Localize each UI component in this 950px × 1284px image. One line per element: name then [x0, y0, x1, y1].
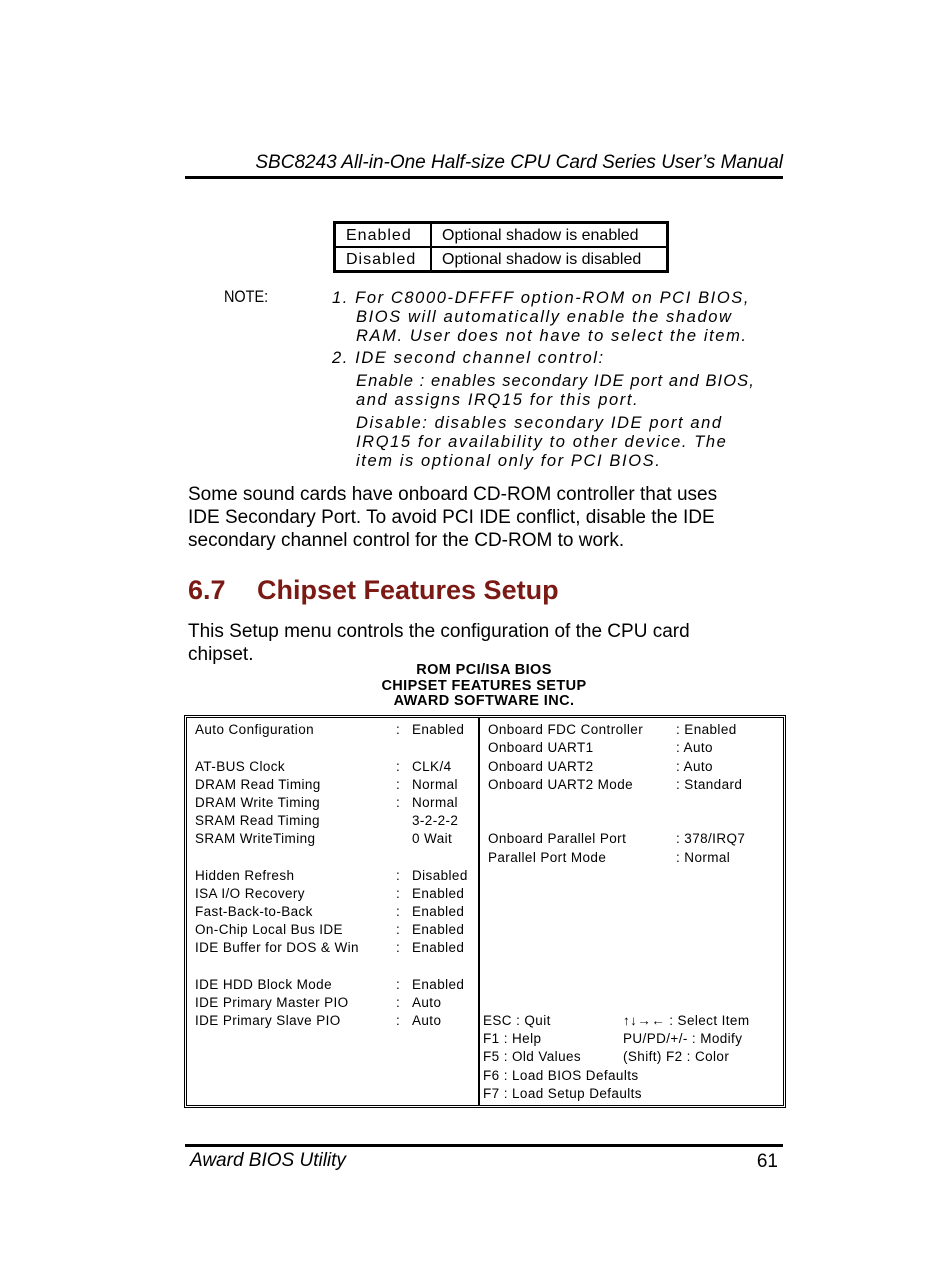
page-number: 61	[756, 1151, 778, 1172]
setting-label: SRAM Read Timing	[195, 813, 320, 828]
setting-value: : Auto	[676, 759, 713, 774]
footer-title: Award BIOS Utility	[190, 1150, 346, 1171]
option-key: Enabled	[335, 223, 432, 248]
setting-label: Onboard FDC Controller	[488, 722, 644, 737]
setting-label: Onboard UART2 Mode	[488, 777, 634, 792]
note-label: NOTE:	[224, 287, 269, 306]
setting-value: : Normal	[676, 850, 731, 865]
setting-label: On-Chip Local Bus IDE	[195, 922, 343, 937]
note-line: Disable: disables secondary IDE port and	[356, 414, 723, 432]
setting-label: Onboard Parallel Port	[488, 831, 627, 846]
key-help-left: ESC : Quit	[483, 1013, 551, 1028]
footer-rule	[185, 1144, 783, 1147]
note-line: RAM. User does not have to select the item.	[356, 327, 748, 345]
setting-colon: :	[396, 759, 401, 774]
setting-colon: :	[396, 795, 401, 810]
setting-colon: :	[396, 995, 401, 1010]
setting-colon: :	[396, 777, 401, 792]
setting-label: Fast-Back-to-Back	[195, 904, 313, 919]
setting-value: Enabled	[412, 904, 465, 919]
note-line: item is optional only for PCI BIOS.	[356, 452, 662, 470]
bios-title	[185, 663, 783, 710]
note-line: Enable : enables secondary IDE port and BIOS,	[356, 372, 755, 390]
section-heading	[188, 575, 559, 606]
paragraph-line: This Setup menu controls the configuration of the CPU card	[188, 621, 690, 642]
header-rule	[185, 176, 783, 179]
setting-label: IDE Buffer for DOS & Win	[195, 940, 359, 955]
setting-value: : Auto	[676, 740, 713, 755]
paragraph-line: IDE Secondary Port. To avoid PCI IDE conflict, disable the IDE	[188, 507, 715, 528]
key-help-right: (Shift) F2 : Color	[623, 1049, 730, 1064]
setting-value: : Standard	[676, 777, 743, 792]
setting-label: IDE HDD Block Mode	[195, 977, 332, 992]
setting-label: Onboard UART2	[488, 759, 594, 774]
setting-value: Auto	[412, 995, 442, 1010]
key-help-left: F7 : Load Setup Defaults	[483, 1086, 642, 1101]
paragraph-line: Some sound cards have onboard CD-ROM controller that uses	[188, 484, 718, 505]
paragraph-line: secondary channel control for the CD-ROM to work.	[188, 530, 625, 551]
table-row	[335, 247, 668, 272]
setting-colon: :	[396, 940, 401, 955]
setting-label: Auto Configuration	[195, 722, 315, 737]
key-help-left: F1 : Help	[483, 1031, 542, 1046]
setting-label: IDE Primary Slave PIO	[195, 1013, 341, 1028]
running-header: SBC8243 All-in-One Half-size CPU Card Series User’s Manual	[255, 152, 783, 173]
option-desc: Optional shadow is enabled	[431, 223, 668, 248]
setting-label: Parallel Port Mode	[488, 850, 607, 865]
setting-value: Disabled	[412, 868, 468, 883]
setting-value: : Enabled	[676, 722, 737, 737]
setting-label: DRAM Write Timing	[195, 795, 321, 810]
key-help-right: PU/PD/+/- : Modify	[623, 1031, 743, 1046]
setting-value: 3-2-2-2	[412, 813, 459, 828]
bios-title-line: ROM PCI/ISA BIOS	[416, 662, 552, 678]
setting-value: Enabled	[412, 922, 465, 937]
setting-colon: :	[396, 977, 401, 992]
note-line: 2. IDE second channel control:	[332, 349, 605, 367]
shadow-option-table	[333, 221, 669, 273]
setting-value: Normal	[412, 777, 458, 792]
section-number: 6.7	[188, 575, 226, 605]
table-row	[335, 223, 668, 248]
setting-label: SRAM WriteTiming	[195, 831, 316, 846]
setting-colon: :	[396, 886, 401, 901]
bios-title-line: AWARD SOFTWARE INC.	[393, 693, 575, 709]
note-line: 1. For C8000-DFFFF option-ROM on PCI BIOS,	[332, 289, 751, 307]
setting-colon: :	[396, 904, 401, 919]
setting-label: Hidden Refresh	[195, 868, 295, 883]
setting-value: CLK/4	[412, 759, 452, 774]
paragraph-line: chipset.	[188, 644, 254, 665]
setting-value: : 378/IRQ7	[676, 831, 746, 846]
key-help-right: ↑↓→← : Select Item	[623, 1013, 750, 1028]
setting-value: 0 Wait	[412, 831, 453, 846]
key-help-left: F6 : Load BIOS Defaults	[483, 1068, 639, 1083]
key-help-left: F5 : Old Values	[483, 1049, 582, 1064]
setting-colon: :	[396, 868, 401, 883]
option-desc: Optional shadow is disabled	[431, 247, 668, 272]
setting-label: IDE Primary Master PIO	[195, 995, 349, 1010]
note-line: and assigns IRQ15 for this port.	[356, 391, 640, 409]
setting-value: Enabled	[412, 977, 465, 992]
setting-label: DRAM Read Timing	[195, 777, 321, 792]
setting-value: Auto	[412, 1013, 442, 1028]
note-line: IRQ15 for availability to other device. The	[356, 433, 728, 451]
setting-value: Normal	[412, 795, 458, 810]
setting-label: ISA I/O Recovery	[195, 886, 305, 901]
option-key: Disabled	[335, 247, 432, 272]
setting-label: AT-BUS Clock	[195, 759, 286, 774]
section-title: Chipset Features Setup	[257, 575, 559, 605]
setting-colon: :	[396, 722, 401, 737]
bios-column-divider	[478, 718, 480, 1105]
setting-colon: :	[396, 1013, 401, 1028]
setting-value: Enabled	[412, 940, 465, 955]
setting-label: Onboard UART1	[488, 740, 594, 755]
setting-colon: :	[396, 922, 401, 937]
setting-value: Enabled	[412, 722, 465, 737]
bios-title-line: CHIPSET FEATURES SETUP	[381, 677, 587, 694]
note-line: BIOS will automatically enable the shadow	[356, 308, 733, 326]
setting-value: Enabled	[412, 886, 465, 901]
